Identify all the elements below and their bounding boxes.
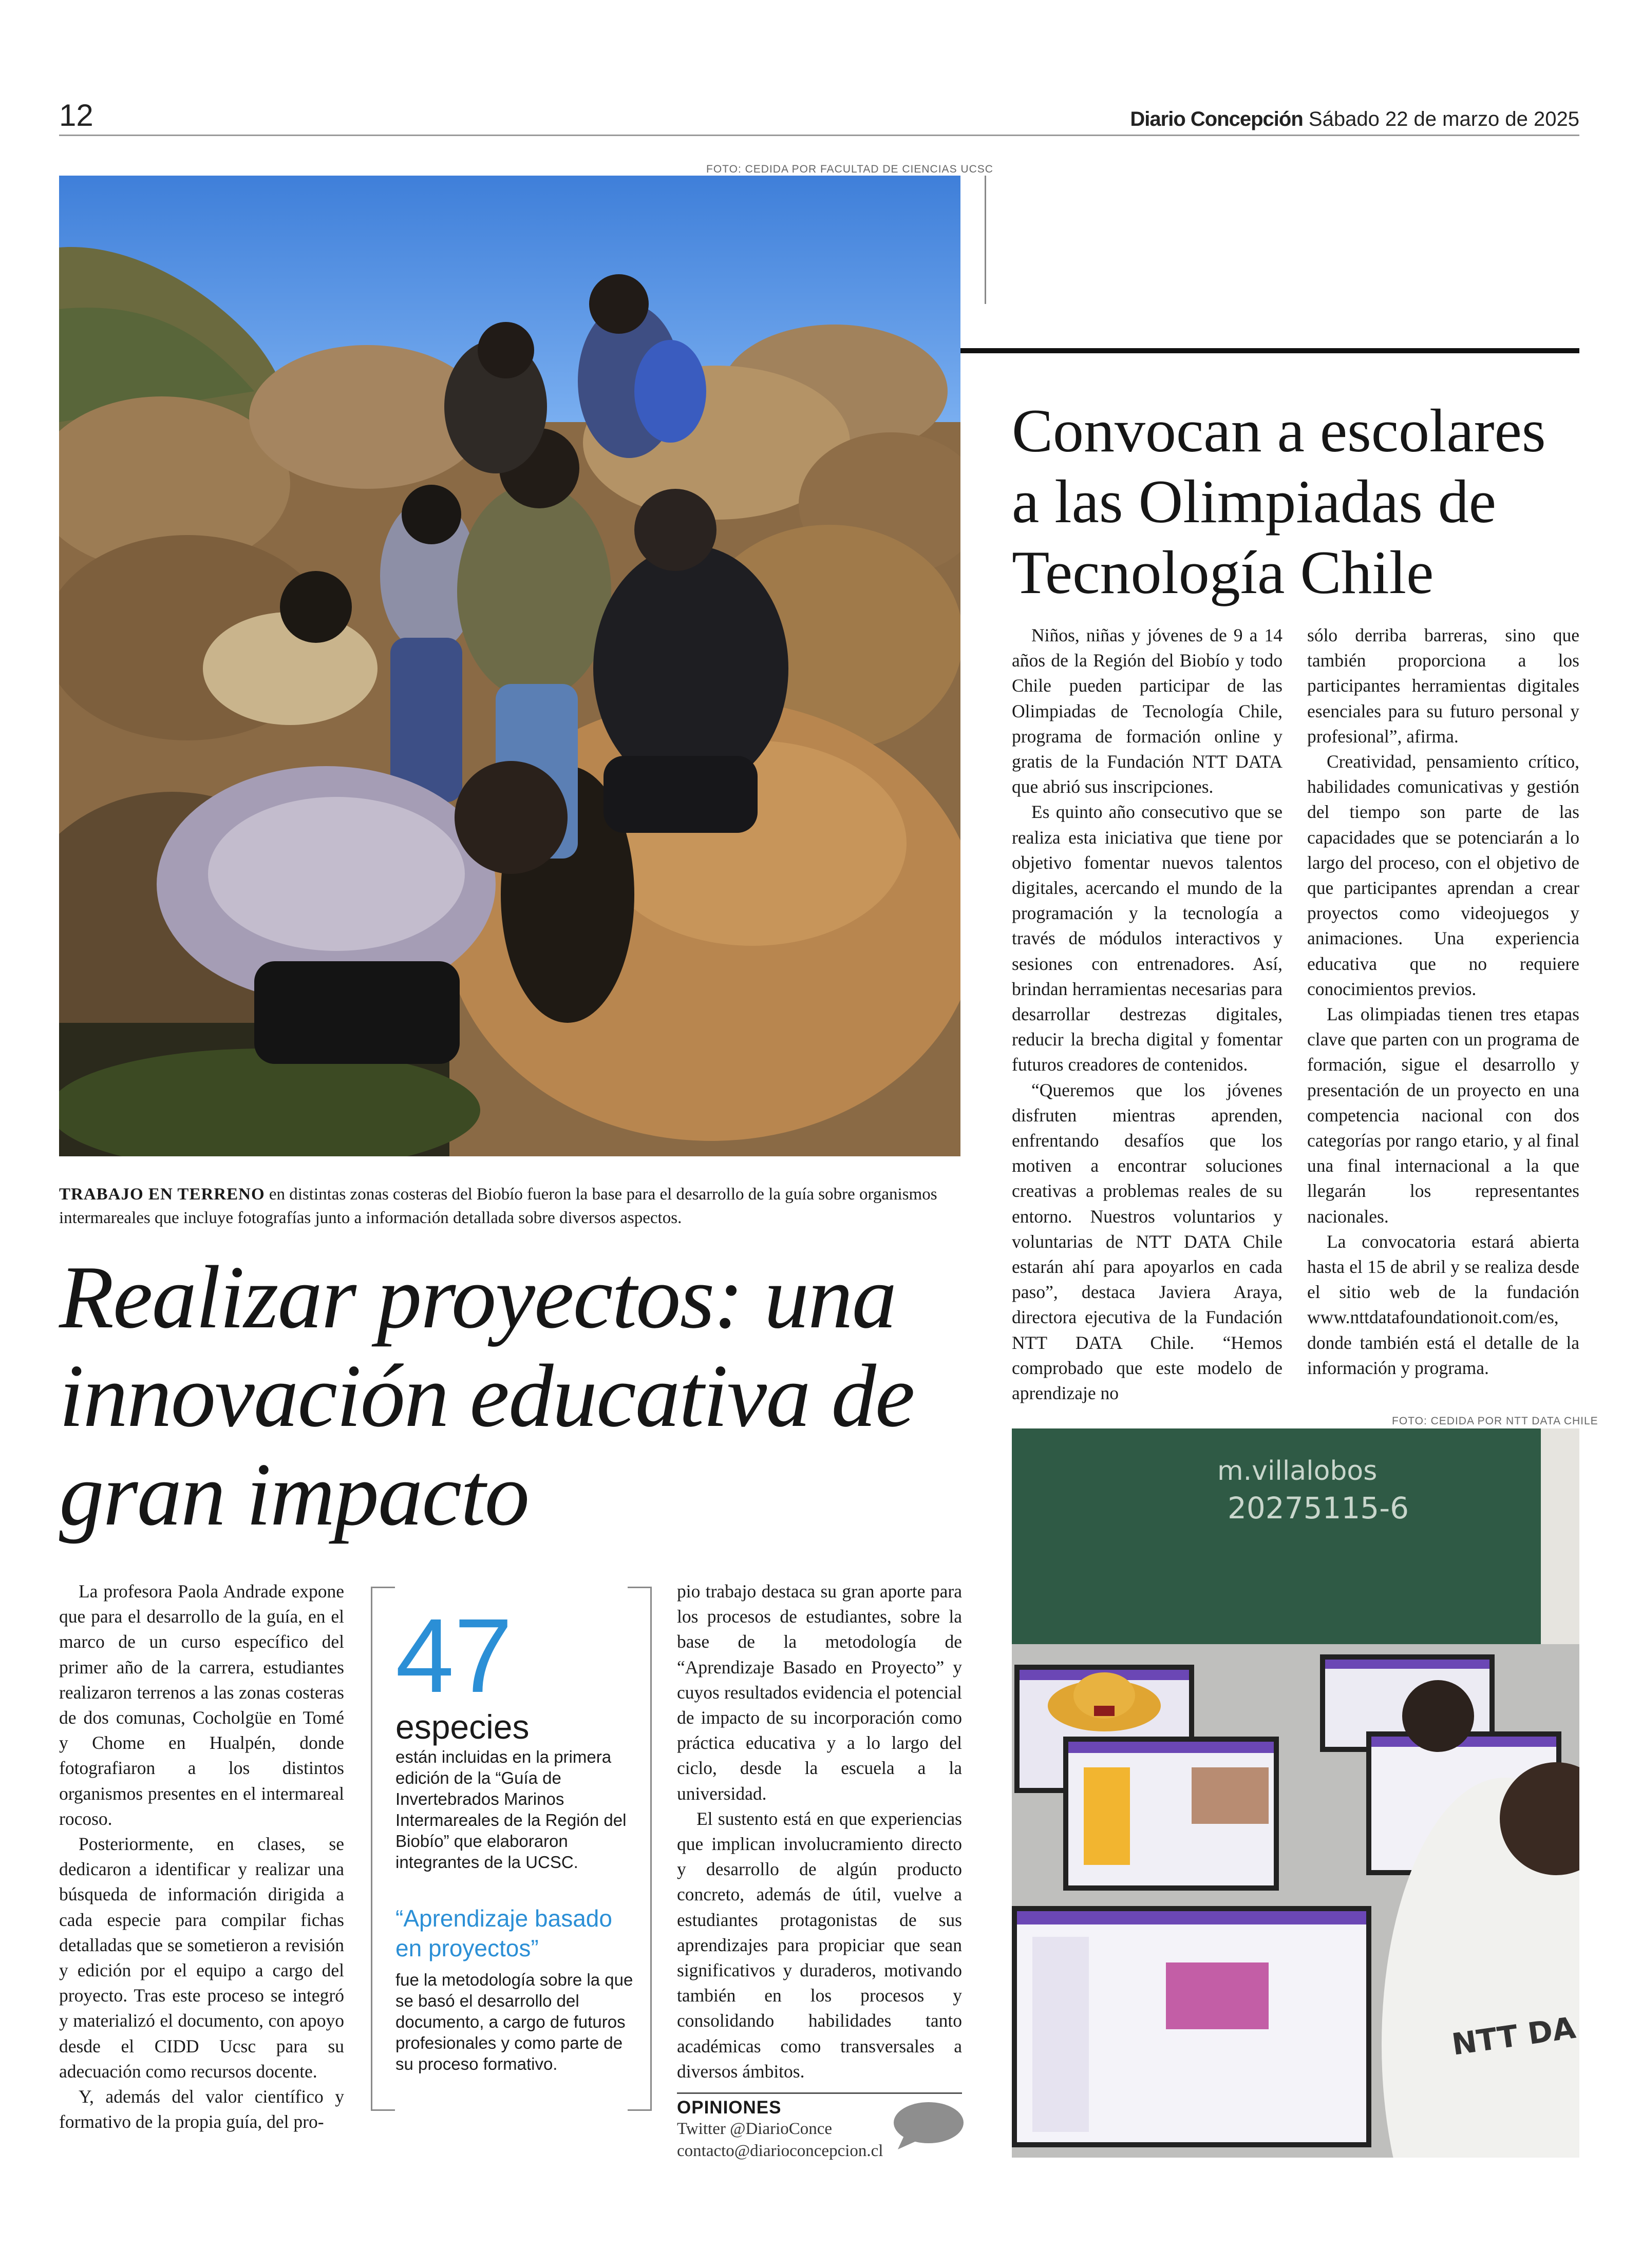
classroom-photo <box>1012 1428 1579 2158</box>
species-description: están incluidas en la primera edición de la “Guía de Invertebrados Marinos Intermareales de la Región del Biobío” que elaboraron integrantes de la UCSC. <box>395 1747 627 1872</box>
right-headline: Convocan a escolares a las Olimpiadas de Tecnología Chile <box>1012 396 1546 606</box>
paragraph: La profesora Paola Andrade expone que para el desarrollo de la guía, en el marco de un curso específico del primer año de la carrera, estudiantes realizaron terrenos a las zonas costeras de dos comunas, Cocholgüe en Tomé y Chome en Hualpén, donde fotografiaron a los distintos organismos presentes en el intermareal rocoso. <box>59 1581 344 1829</box>
field-work-photo <box>59 176 960 1156</box>
shirt-logo-text: NTT DA <box>1449 2010 1578 2062</box>
pull-quote: “Aprendizaje basado en proyectos” <box>395 1905 612 1961</box>
right-photo-credit: FOTO: CEDIDA POR NTT DATA CHILE <box>1392 1415 1598 1427</box>
opinions-box <box>677 2098 883 2162</box>
paragraph: Las olimpiadas tienen tres etapas clave que parten con un programa de formación, sigue el desarrollo y presentación de un proyecto en una competencia nacional con dos categorías por rango etario, y al final una final internacional a la que llegarán los representantes nacionales. <box>1307 1004 1579 1227</box>
board-number: 20275115-6 <box>1228 1491 1409 1526</box>
issue-date: Sábado 22 de marzo de 2025 <box>1308 108 1579 130</box>
left-headline: Realizar proyectos: una innovación educativa de gran impacto <box>59 1247 914 1544</box>
contact-email[interactable]: contacto@diarioconcepcion.cl <box>677 2142 883 2160</box>
rocky-shore-image <box>59 176 960 1156</box>
opinions-title: OPINIONES <box>677 2098 782 2118</box>
paragraph: Y, además del valor científico y formativo de la propia guía, del pro- <box>59 2086 344 2132</box>
publication-name: Diario Concepción <box>1130 108 1303 130</box>
caption-lead: TRABAJO EN TERRENO <box>59 1185 265 1204</box>
left-body-column-1 <box>59 1579 344 2134</box>
header-rule <box>59 135 1579 136</box>
left-photo-credit: FOTO: CEDIDA POR FACULTAD DE CIENCIAS UCSC <box>706 163 993 175</box>
column-divider <box>985 176 986 304</box>
sidebar-facts <box>395 1597 637 2074</box>
classroom-image <box>1012 1428 1579 2158</box>
left-body-column-3 <box>677 1579 962 2084</box>
opinions-rule <box>677 2092 962 2094</box>
photo-caption <box>59 1183 963 1230</box>
paragraph: “Queremos que los jóvenes disfruten mientras aprenden, enfrentando desafíos que los motiven a encontrar soluciones creativas a problemas reales de su entorno. Nuestros voluntarios y voluntarias de NTT DATA Chile estarán ahí para apoyarlos en cada paso”, destaca Javiera Araya, directora ejecutiva de la Fundación NTT DATA Chile. “Hemos comprobado que este modelo de aprendizaje no <box>1012 1079 1282 1404</box>
pull-quote-description: fue la metodología sobre la que se basó el desarrollo del documento, a cargo de futuros profesionales y como parte de su proceso formativo. <box>395 1970 633 2073</box>
paragraph: Posteriormente, en clases, se dedicaron a identificar y realizar una búsqueda de información dirigida a cada especie para compilar fichas detalladas que se sometieron a revisión y edición por el equipo a cargo del proyecto. Tras este proceso se integró y materializó el documento, con apoyo desde el CIDD Ucsc para su adecuación como recursos docente. <box>59 1834 344 2082</box>
paragraph: Niños, niñas y jóvenes de 9 a 14 años de la Región del Biobío y todo Chile pueden participar de las Olimpiadas de Tecnología Chile, programa de formación online y gratis de la Fundación NTT DATA que abrió sus inscripciones. <box>1012 625 1282 797</box>
species-count: 47 <box>395 1597 513 1714</box>
right-article-top-rule <box>960 348 1579 353</box>
page-number: 12 <box>59 98 93 132</box>
paragraph: La convocatoria estará abierta hasta el 15 de abril y se realiza desde el sitio web de la fundación www.nttdatafoundationoit.com/es, donde también está el detalle de la información y programa. <box>1307 1231 1579 1378</box>
right-body-column-1 <box>1012 623 1282 1406</box>
paragraph: Creatividad, pensamiento crítico, habilidades comunicativas y gestión del tiempo son parte de las capacidades que se potenciarán a lo largo del proceso, con el objetivo de que participantes aprendan a crear proyectos como videojuegos y animaciones. Una experiencia educativa que no requiere conocimientos previos. <box>1307 751 1579 999</box>
caption-text: en distintas zonas costeras del Biobío fueron la base para el desarrollo de la guía sobre organismos intermareales que incluye fotografías junto a información detallada sobre diversos aspectos. <box>59 1185 937 1227</box>
sidebar-left-bracket <box>371 1587 395 2111</box>
paragraph: El sustento está en que experiencias que implican involucramiento directo y desarrollo de algún producto concreto, además de útil, vuelve a estudiantes protagonistas de sus aprendizajes para propiciar que sean significativos y duraderos, motivando también en los procesos y consolidando habilidades tanto académicas como transversales a diversos ámbitos. <box>677 1808 962 2082</box>
masthead <box>1130 108 1579 131</box>
species-label: especies <box>395 1708 530 1746</box>
paragraph: Es quinto año consecutivo que se realiza esta iniciativa que tiene por objetivo fomentar nuevos talentos digitales, acercando el mundo de la programación y la tecnología a través de módulos interactivos y sesiones con entrenadores. Así, brindan herramientas necesarias para desarrollar destrezas digitales, reducir la brecha digital y fomentar futuros creadores de contenidos. <box>1012 802 1282 1075</box>
paragraph: pio trabajo destaca su gran aporte para los procesos de estudiantes, sobre la base de la metodología de “Aprendizaje Basado en Proyecto” y cuyos resultados evidencia el potencial de impacto de su incorporación como práctica educativa y a lo largo del ciclo, desde la escuela a la universidad. <box>677 1581 962 1804</box>
right-body-column-2 <box>1307 623 1579 1381</box>
paragraph: sólo derriba barreras, sino que también proporciona a los participantes herramientas digitales esenciales para su futuro personal y profesional”, afirma. <box>1307 625 1579 747</box>
board-name: m.villalobos <box>1217 1456 1378 1486</box>
twitter-handle[interactable]: Twitter @DiarioConce <box>677 2120 833 2138</box>
speech-bubble-icon <box>889 2100 966 2151</box>
